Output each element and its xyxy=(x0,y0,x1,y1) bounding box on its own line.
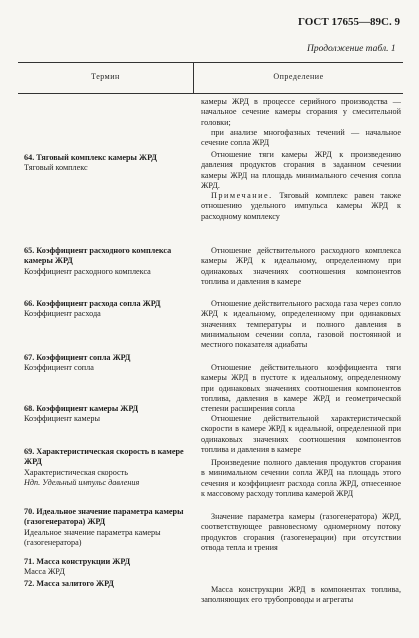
definition-66-text: Отношение действительного расхода газа через сопло ЖРД к идеальному, определенному при одинаковых значениях температуры и полного давления в минимальном сечении сопла, газовой постоянной и местного показателя адиабаты xyxy=(201,299,401,350)
definition-66 xyxy=(201,299,401,350)
definition-continued-note: при анализе многофазных течений — начальное сечение сопла ЖРД xyxy=(201,127,401,148)
term-67-short: Коэффициент сопла xyxy=(24,363,94,373)
definition-65 xyxy=(201,246,401,287)
definition-67-text: Отношение действительного коэффициента тяги камеры ЖРД в пустоте к идеальному, определенному при одинаковых значениях соотношения компонентов топлива, давления в камере ЖРД и геометрической степени расширения сопла xyxy=(201,363,401,414)
term-64 xyxy=(24,153,194,174)
definition-67 xyxy=(201,363,401,414)
term-68 xyxy=(24,404,194,425)
definition-64-text: Отношение тяги камеры ЖРД к произведению давления продуктов сгорания в заданном сечении камеры ЖРД на площадь минимального сечения сопла ЖРД. xyxy=(201,150,401,190)
definition-68 xyxy=(201,414,401,455)
definition-70 xyxy=(201,512,401,553)
term-67 xyxy=(24,353,194,374)
definition-69 xyxy=(201,458,401,499)
term-65 xyxy=(24,246,194,277)
term-65-name: 65. Коэффициент расходного комплекса камеры ЖРД xyxy=(24,246,172,266)
definition-72 xyxy=(201,585,401,606)
standard-number: ГОСТ 17655—89 xyxy=(298,16,381,28)
definition-68-text: Отношение действительной характеристической скорости в камере ЖРД к идеальной, определенной при одинаковых значениях соотношения компонентов топлива и давления в камере xyxy=(201,414,401,454)
definition-72-text: Масса конструкции ЖРД в компонентах топлива, заполняющих его трубопроводы и агрегаты xyxy=(201,585,401,605)
note-label: Примечание. xyxy=(211,191,273,201)
definition-64-note xyxy=(201,191,401,222)
table-header-rule xyxy=(18,93,403,94)
term-69-name: 69. Характеристическая скорость в камере ЖРД xyxy=(24,447,184,467)
definition-65-text: Отношение действительного расходного комплекса камеры ЖРД к идеальному, определенному при одинаковых значениях соотношения компонентов топлива и давления в камере xyxy=(201,246,401,286)
term-64-short: Тяговый комплекс xyxy=(24,163,88,173)
term-65-short: Коэффициент расходного комплекса xyxy=(24,266,151,276)
column-header-definition: Определение xyxy=(273,72,324,81)
definition-69-text: Произведение полного давления продуктов сгорания в минимальном сечении сопла ЖРД на площадь этого сечения и коэффициент расхода сопла ЖРД, отнесенное к массовому расходу топлива камерой ЖРД xyxy=(201,458,401,498)
term-70-name: 70. Идеальное значение параметра камеры (газогенератора) ЖРД xyxy=(24,507,184,527)
term-69-deprecated: Ндп. Удельный импульс давления xyxy=(24,477,140,487)
term-66-short: Коэффициент расхода xyxy=(24,309,101,319)
page-number: С. 9 xyxy=(381,16,400,28)
table-continuation-label: Продолжение табл. 1 xyxy=(307,44,396,54)
term-66-name: 66. Коэффициент расхода сопла ЖРД xyxy=(24,299,161,308)
term-68-name: 68. Коэффициент камеры ЖРД xyxy=(24,404,139,413)
term-69-short: Характеристическая скорость xyxy=(24,467,128,477)
table-top-rule xyxy=(18,62,403,63)
term-64-name: 64. Тяговый комплекс камеры ЖРД xyxy=(24,153,157,162)
definition-continued-text: камеры ЖРД в процессе серийного производства — начальное сечение камеры сгорания у смесительной головки; xyxy=(201,97,401,127)
definition-continued xyxy=(201,97,401,148)
term-71-short: Масса ЖРД xyxy=(24,567,65,577)
term-69 xyxy=(24,447,194,488)
term-66 xyxy=(24,299,194,320)
term-71 xyxy=(24,557,194,578)
note-text: Тяговый комплекс равен также отношению удельного импульса камеры ЖРД к расходному комплексу xyxy=(201,191,401,221)
term-68-short: Коэффициент камеры xyxy=(24,414,100,424)
definition-64 xyxy=(201,150,401,222)
term-70 xyxy=(24,507,194,548)
term-71-name: 71. Масса конструкции ЖРД xyxy=(24,557,131,566)
term-70-short: Идеальное значение параметра камеры (газогенератора) xyxy=(24,527,161,547)
definition-70-text: Значение параметра камеры (газогенератора) ЖРД, соответствующее равновесному одномерному потоку продуктов сгорания (газогенерации) при отсутствии отвода тепла и трения xyxy=(201,512,401,552)
term-67-name: 67. Коэффициент сопла ЖРД xyxy=(24,353,131,362)
term-72-name: 72. Масса залитого ЖРД xyxy=(24,579,114,588)
column-header-term: Термин xyxy=(91,72,120,81)
term-72 xyxy=(24,579,194,589)
